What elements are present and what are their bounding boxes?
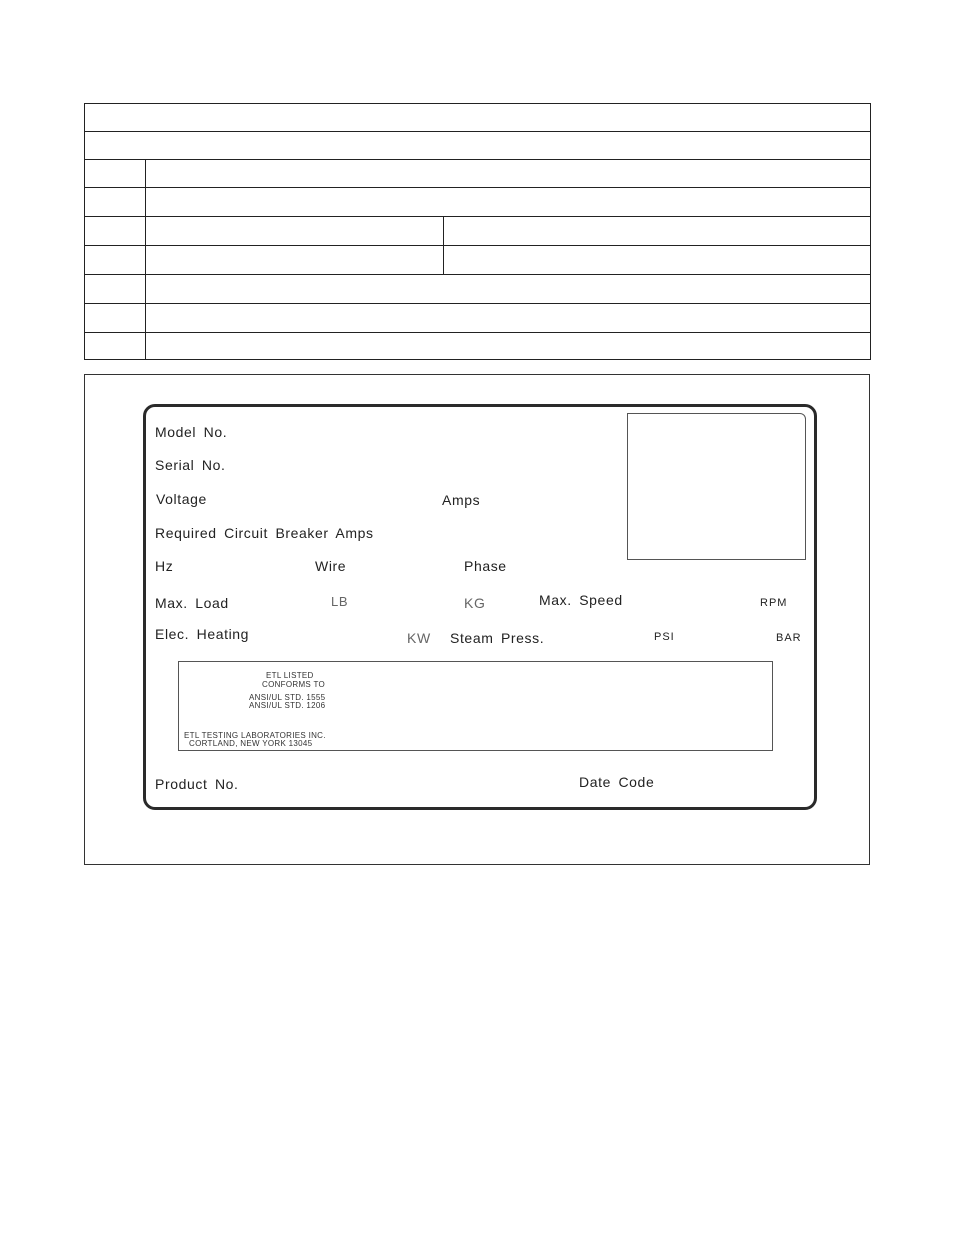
table-row bbox=[85, 160, 870, 188]
table-cell bbox=[146, 304, 870, 332]
etl-conforms-text: CONFORMS TO bbox=[262, 680, 326, 689]
breaker-amps-label: Required Circuit Breaker Amps bbox=[155, 525, 374, 541]
rpm-unit: RPM bbox=[760, 597, 788, 609]
table-cell bbox=[85, 160, 146, 187]
table-row bbox=[85, 104, 870, 132]
psi-unit: PSI bbox=[654, 631, 675, 643]
table-cell bbox=[146, 217, 444, 245]
voltage-label: Voltage bbox=[156, 491, 207, 507]
elec-heating-label: Elec. Heating bbox=[155, 626, 250, 642]
table-row bbox=[85, 132, 870, 160]
serial-no-label: Serial No. bbox=[155, 457, 226, 473]
max-load-label: Max. Load bbox=[155, 595, 229, 611]
etl-lab-name-text: ETL TESTING LABORATORIES INC. bbox=[184, 731, 326, 740]
table-row bbox=[85, 333, 870, 359]
table-cell bbox=[146, 333, 870, 359]
kw-unit: KW bbox=[407, 630, 431, 646]
etl-std-1555-text: ANSI/UL STD. 1555 bbox=[249, 693, 326, 702]
table-cell bbox=[444, 217, 870, 245]
amps-label: Amps bbox=[442, 492, 481, 508]
table-row bbox=[85, 246, 870, 275]
table-cell bbox=[85, 217, 146, 245]
max-speed-label: Max. Speed bbox=[539, 592, 623, 608]
label-photo-box bbox=[627, 413, 806, 560]
lb-unit: LB bbox=[331, 594, 349, 609]
date-code-label: Date Code bbox=[579, 774, 655, 790]
table-cell bbox=[85, 246, 146, 274]
table-cell bbox=[146, 246, 444, 274]
table-row bbox=[85, 304, 870, 333]
table-cell bbox=[146, 275, 870, 303]
table-cell bbox=[85, 188, 146, 216]
product-no-label: Product No. bbox=[155, 776, 239, 792]
wire-label: Wire bbox=[315, 558, 347, 574]
table-cell bbox=[85, 333, 146, 359]
table-cell bbox=[85, 304, 146, 332]
etl-listed-text: ETL LISTED bbox=[266, 671, 314, 680]
steam-press-label: Steam Press. bbox=[450, 630, 545, 646]
table-cell bbox=[85, 275, 146, 303]
table-cell bbox=[444, 246, 870, 274]
phase-label: Phase bbox=[464, 558, 507, 574]
kg-unit: KG bbox=[464, 595, 486, 611]
model-no-label: Model No. bbox=[155, 424, 228, 440]
table-cell bbox=[146, 188, 870, 216]
table-row bbox=[85, 188, 870, 217]
bar-unit: BAR bbox=[776, 632, 802, 644]
table-row bbox=[85, 275, 870, 304]
etl-lab-address-text: CORTLAND, NEW YORK 13045 bbox=[189, 739, 313, 748]
table-row bbox=[85, 217, 870, 246]
table-cell bbox=[146, 160, 870, 187]
etl-std-1206-text: ANSI/UL STD. 1206 bbox=[249, 701, 326, 710]
record-table bbox=[84, 103, 871, 360]
hz-label: Hz bbox=[155, 558, 174, 574]
